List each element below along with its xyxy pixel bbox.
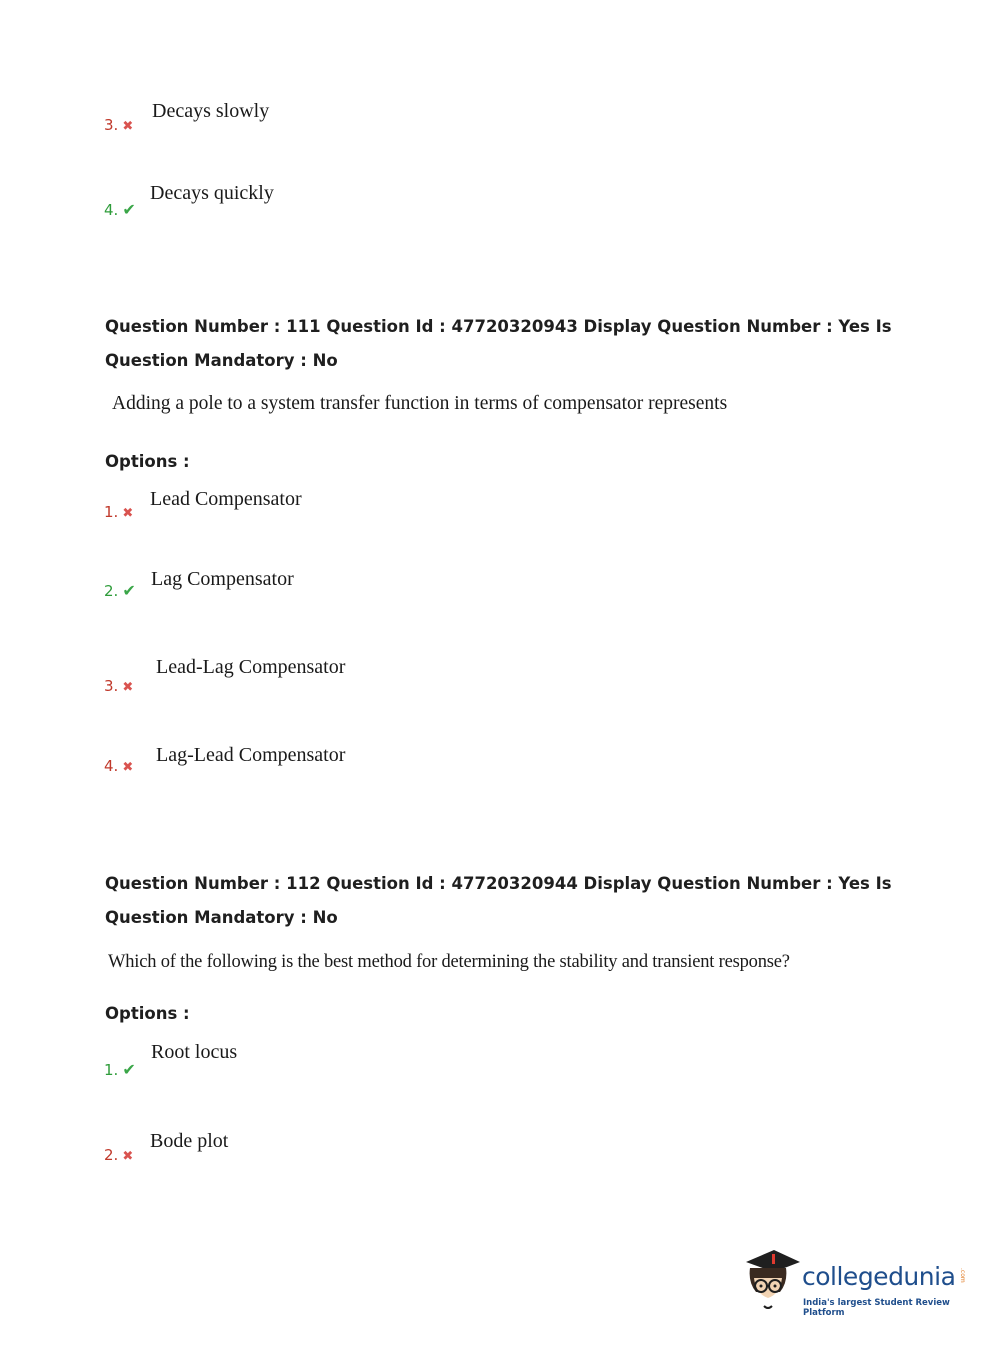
option-number: 2.: [104, 582, 119, 600]
option-text: Bode plot: [150, 1130, 229, 1152]
logo-suffix: .com: [959, 1268, 966, 1283]
option-number: 1.: [104, 1061, 119, 1079]
logo-name: collegedunia: [802, 1262, 956, 1291]
option-text: Root locus: [151, 1041, 238, 1063]
option-number: 4.: [104, 201, 119, 219]
option-text: Lead-Lag Compensator: [156, 656, 346, 678]
question-header: Question Number : 112 Question Id : 47720320944 Display Question Number : Yes Is Question Mandatory : No: [105, 874, 892, 927]
question-text: Which of the following is the best method for determining the stability and transient response?: [108, 952, 790, 972]
option-text: Lag Compensator: [151, 568, 294, 590]
option-4-number: [104, 757, 133, 776]
options-label: Options :: [105, 452, 190, 471]
option-3-number: [104, 116, 133, 135]
option-number: 3.: [104, 116, 119, 134]
option-1-number: [104, 1060, 136, 1080]
option-4-number: [104, 200, 136, 220]
option-number: 3.: [104, 677, 119, 695]
option-2-number: [104, 1146, 133, 1165]
mascot-icon: [740, 1248, 802, 1316]
check-mark-icon: ✔: [122, 1060, 136, 1079]
option-1-number: [104, 503, 133, 522]
cross-mark-icon: ✖: [122, 119, 134, 134]
option-number: 2.: [104, 1146, 119, 1164]
option-text: Lag-Lead Compensator: [156, 744, 346, 766]
question-text: Adding a pole to a system transfer function in terms of compensator represents: [112, 393, 728, 414]
cross-mark-icon: ✖: [122, 760, 134, 775]
option-text: Lead Compensator: [150, 488, 302, 510]
options-label: Options :: [105, 1004, 190, 1023]
option-number: 1.: [104, 503, 119, 521]
option-number: 4.: [104, 757, 119, 775]
collegedunia-logo: [740, 1248, 980, 1318]
logo-tagline: India's largest Student Review Platform: [803, 1298, 950, 1318]
option-3-number: [104, 677, 133, 696]
option-text: Decays quickly: [150, 182, 274, 204]
option-2-number: [104, 581, 136, 601]
question-header: Question Number : 111 Question Id : 47720320943 Display Question Number : Yes Is Question Mandatory : No: [105, 317, 892, 370]
check-mark-icon: ✔: [122, 581, 136, 600]
cross-mark-icon: ✖: [122, 680, 134, 695]
option-text: Decays slowly: [152, 100, 270, 122]
cross-mark-icon: ✖: [122, 506, 134, 521]
cross-mark-icon: ✖: [122, 1149, 134, 1164]
check-mark-icon: ✔: [122, 200, 136, 219]
